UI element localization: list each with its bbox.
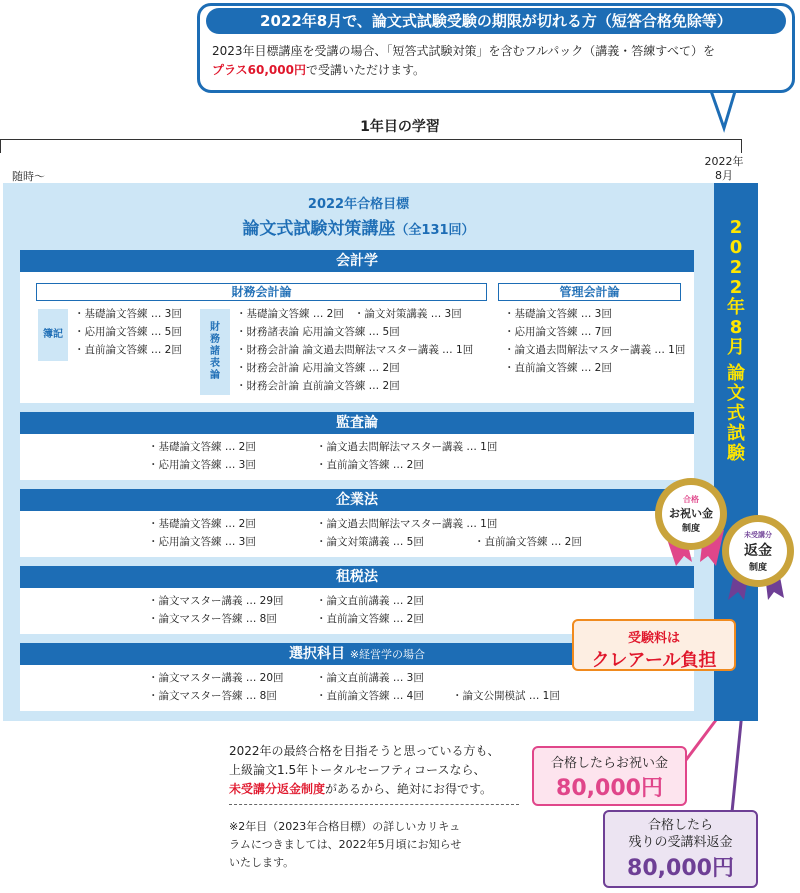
list-item: ・直前論文答練 … 4回 [316,690,424,702]
list-item: ・論文マスター答練 … 8回 [148,613,277,625]
oiwai-badge-inner [662,485,720,543]
boki-tag: 簿記 [38,309,68,361]
zaimu-header: 財務会計論 [36,283,487,301]
promo-line1: 2022年の最終合格を目指そうと思っている方も、 [229,744,500,758]
list-item: ・論文過去問解法マスター講義 … 1回 [504,344,686,356]
list-item: ・応用論文答練 … 7回 [504,326,612,338]
curriculum-line2: ラムにつきましては、2022年5月頃にお知らせ [229,838,462,851]
congrats-money-box [532,746,687,806]
exam-char: 2 [729,277,743,298]
section-kansa-header: 監査論 [20,412,694,434]
exam-char: 2 [729,257,743,278]
list-item-text: ・基礎論文答練 … 2回 [236,308,344,320]
sentaku-title: 選択科目 [288,646,345,662]
list-item: ・直前論文答練 … 2回 [504,362,612,374]
list-item: ・論文過去問解法マスター講義 … 1回 [316,441,498,453]
oiwai-main: お祝い金 [669,507,713,520]
list-item: ・財務諸表論 応用論文答練 … 5回 [236,326,400,338]
callout-body-pre: 2023年目標講座を受講の場合、「短答式試験対策」を含むフルパック（講義・答練すべて）を [212,44,715,58]
course-count: （全131回） [395,223,475,238]
zaimu-tag-text: 財務諸表論 [210,322,220,381]
list-item: ・論文マスター答練 … 8回 [148,690,277,702]
section-kaikei-header: 会計学 [20,250,694,272]
henkin-top: 未受講分 [744,530,772,539]
first-year-title: 1年目の学習 [360,119,440,135]
list-item: ・直前論文答練 … 2回 [316,613,424,625]
henkin-badge-inner [729,522,787,580]
list-item: ・論文公開模試 … 1回 [452,690,560,702]
list-item: ・基礎論文答練 … 2回 [148,441,256,453]
list-item: ・直前論文答練 … 2回 [474,536,582,548]
henkin-badge [722,515,794,587]
oiwai-bottom: 制度 [681,524,700,534]
exam-char: 文 [727,383,745,404]
list-item: ・論文直前講義 … 3回 [316,672,424,684]
list-item: ・直前論文答練 … 2回 [74,344,182,356]
list-item: ・基礎論文答練 … 3回 [74,308,182,320]
callout-headline: 2022年8月で、論文式試験受験の期限が切れる方（短答合格免除等） [206,8,786,34]
list-item: ・論文過去問解法マスター講義 … 1回 [316,518,498,530]
callout-body-post: で受講いただけます。 [305,63,425,77]
henkin-bottom: 制度 [748,562,767,573]
list-item: ・財務会計論 直前論文答練 … 2回 [236,380,400,392]
course-subtitle: 2022年合格目標 [307,197,410,212]
curriculum-line1: ※2年目（2023年合格目標）の詳しいカリキュ [229,820,461,833]
list-item: ・論文直前講義 … 2回 [316,595,424,607]
list-item: ・応用論文答練 … 3回 [148,459,256,471]
promo-line3 [229,780,529,799]
fee-line1: 受験料は [627,631,680,646]
section-sozei-header: 租税法 [20,566,694,588]
list-item: ・直前論文答練 … 2回 [316,459,424,471]
curriculum-note [229,818,529,872]
section-kigyo-header: 企業法 [20,489,694,511]
course-title-text: 論文式試験対策講座 [242,219,396,239]
dashed-divider [229,804,519,805]
exam-char: 論 [727,363,745,384]
timeline-start: 随時～ [12,170,45,183]
promo-line2: 上級論文1.5年トータルセーフティコースなら、 [229,763,486,777]
promo-line3-post: があるから、絶対にお得です。 [325,782,493,796]
congrats-label: 合格したらお祝い金 [550,756,668,771]
fee-line2: クレアール負担 [591,650,717,671]
refund-label1: 合格したら [647,818,713,833]
henkin-main: 返金 [744,542,772,559]
list-item: ・論文マスター講義 … 29回 [148,595,284,607]
exam-char: 年 [727,297,745,318]
exam-char: 試 [727,423,745,444]
list-item: ・論文対策講義 … 5回 [316,536,424,548]
timeline-end-month: 8月 [715,169,733,182]
promo-note [229,742,529,799]
refund-label2: 残りの受講料返金 [628,835,733,850]
kanri-header: 管理会計論 [498,283,681,301]
exam-char: 式 [727,403,745,424]
list-item: ・応用論文答練 … 3回 [148,536,256,548]
list-item: ・基礎論文答練 … 2回 [148,518,256,530]
exam-fee-box [572,619,736,671]
exam-char: 験 [727,443,745,464]
timeline-end-year: 2022年 [704,155,744,168]
congrats-amount: 80,000円 [556,776,663,801]
oiwai-badge [655,478,727,550]
oiwai-top: 合格 [683,495,699,504]
refund-box [603,810,758,888]
list-item-text: ・論文対策講義 … 3回 [353,308,462,320]
exam-char: 8 [729,317,743,338]
sentaku-note: ※経営学の場合 [349,648,426,661]
callout-price: プラス60,000円 [212,63,306,77]
exam-char: 2 [729,217,743,238]
list-item: ・財務会計論 論文過去問解法マスター講義 … 1回 [236,344,474,356]
refund-system-text: 未受講分返金制度 [229,782,326,796]
exam-char: 月 [727,337,745,358]
exam-char: 0 [729,237,743,258]
curriculum-line3: いたします。 [229,856,295,869]
list-item: ・財務会計論 応用論文答練 … 2回 [236,362,400,374]
list-item: ・論文マスター講義 … 20回 [148,672,284,684]
list-item: ・応用論文答練 … 5回 [74,326,182,338]
list-item: ・基礎論文答練 … 3回 [504,308,612,320]
refund-amount: 80,000円 [627,856,734,881]
